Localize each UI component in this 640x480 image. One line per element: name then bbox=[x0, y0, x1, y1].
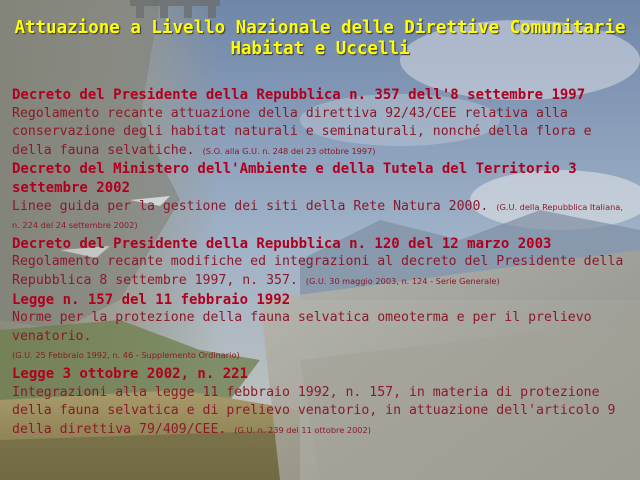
list-item bbox=[12, 160, 632, 234]
item-description: Norme per la protezione della fauna selvatica omeoterma e per il prelievo venatorio. bbox=[12, 310, 592, 344]
slide-title-line-1: Attuazione a Livello Nazionale delle Direttive Comunitarie bbox=[14, 18, 626, 38]
item-source: (G.U. n. 239 del 11 ottobre 2002) bbox=[234, 424, 371, 435]
list-item bbox=[12, 235, 632, 291]
item-description bbox=[12, 384, 632, 440]
slide-title-line-2: Habitat e Uccelli bbox=[230, 39, 410, 59]
item-heading: Legge 3 ottobre 2002, n. 221 bbox=[12, 365, 249, 382]
item-description bbox=[12, 253, 632, 290]
list-item bbox=[12, 86, 632, 160]
list-item bbox=[12, 291, 632, 365]
legislation-list bbox=[12, 86, 632, 439]
item-text: Linee guida per la gestione dei siti della Rete Natura 2000. bbox=[12, 198, 489, 214]
item-text: Regolamento recante modifiche ed integrazioni al decreto del Presidente della Repubblica 8 settembre 1997, n. 357. bbox=[12, 254, 624, 288]
item-source: (G.U. 30 maggio 2003, n. 124 - Serie Generale) bbox=[305, 275, 500, 286]
list-item bbox=[12, 365, 632, 439]
item-text: Integrazioni alla legge 11 febbraio 1992, n. 157, in materia di protezione della fauna selvatica e di prelievo venatorio, in attuazione dell'articolo 9 della direttiva 79/409/CEE. bbox=[12, 384, 616, 437]
item-text: Regolamento recante attuazione della direttiva 92/43/CEE relativa alla conservazione degli habitat naturali e seminaturali, nonché della flora e della fauna selvatiche. bbox=[12, 105, 592, 158]
item-heading: Decreto del Presidente della Repubblica n. 120 del 12 marzo 2003 bbox=[12, 235, 552, 252]
item-heading: Decreto del Ministero dell'Ambiente e della Tutela del Territorio 3 settembre 2002 bbox=[12, 161, 577, 196]
item-heading: Decreto del Presidente della Repubblica n. 357 dell'8 settembre 1997 bbox=[12, 87, 586, 103]
item-source: (S.O. alla G.U. n. 248 del 23 ottobre 1997) bbox=[202, 145, 376, 156]
item-heading: Legge n. 157 del 11 febbraio 1992 bbox=[12, 291, 291, 308]
slide-title bbox=[0, 18, 640, 60]
item-source: (G.U. della Repubblica Italiana, n. 224 del 24 settembre 2002) bbox=[12, 201, 623, 231]
item-description bbox=[12, 198, 632, 235]
item-description bbox=[12, 105, 632, 161]
item-source: (G.U. 25 Febbraio 1992, n. 46 - Supplemento Ordinario) bbox=[12, 350, 240, 361]
